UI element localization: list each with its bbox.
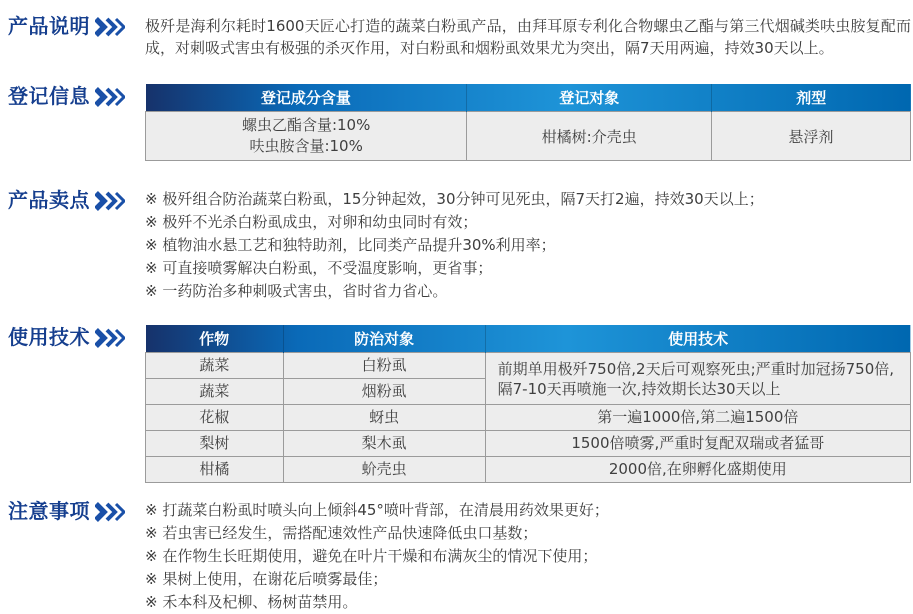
triple-chevron-icon bbox=[95, 17, 125, 37]
registration-header-target: 登记对象 bbox=[467, 84, 712, 112]
section-label-column bbox=[0, 84, 145, 108]
usage-cell-crop: 蔬菜 bbox=[146, 379, 284, 405]
triple-chevron-icon bbox=[95, 328, 125, 348]
usage-cell-target: 梨木虱 bbox=[283, 431, 485, 457]
section-registration-info bbox=[0, 84, 913, 161]
usage-content bbox=[145, 325, 913, 483]
product-description-paragraph: 极歼是海利尔耗时1600天匠心打造的蔬菜白粉虱产品，由拜耳原专利化合物螺虫乙酯与第三代烟碱类呋虫胺复配而成，对刺吸式害虫有极强的杀灭作用，对白粉虱和烟粉虱效果尤为突出，隔7天用两遍，持效30天以上。 bbox=[145, 17, 911, 57]
usage-cell-target: 蚧壳虫 bbox=[283, 457, 485, 483]
usage-header-technique: 使用技术 bbox=[668, 330, 729, 348]
usage-cell-target: 白粉虱 bbox=[283, 353, 485, 379]
section-product-description bbox=[0, 14, 913, 59]
section-precautions bbox=[0, 499, 913, 614]
usage-table-row bbox=[146, 431, 911, 457]
precautions-list bbox=[145, 499, 911, 614]
precaution-item: ※ 在作物生长旺期使用，避免在叶片干燥和布满灰尘的情况下使用； bbox=[145, 547, 598, 565]
usage-cell-target: 烟粉虱 bbox=[283, 379, 485, 405]
section-heading-selling-points bbox=[8, 188, 145, 212]
section-heading-registration bbox=[8, 84, 145, 108]
usage-cell-technique: 第一遍1000倍,第二遍1500倍 bbox=[485, 405, 910, 431]
section-heading-description bbox=[8, 14, 145, 38]
usage-table bbox=[145, 325, 911, 483]
section-label-column bbox=[0, 499, 145, 523]
section-usage-technique bbox=[0, 325, 913, 483]
selling-points-list bbox=[145, 188, 911, 303]
usage-table-row bbox=[146, 353, 911, 379]
usage-cell-crop: 蔬菜 bbox=[146, 353, 284, 379]
section-heading-description-label: 产品说明 bbox=[8, 14, 90, 38]
precaution-item: ※ 若虫害已经发生，需搭配速效性产品快速降低虫口基数； bbox=[145, 524, 538, 542]
usage-cell-crop: 柑橘 bbox=[146, 457, 284, 483]
registration-table bbox=[145, 84, 911, 161]
section-heading-precautions-label: 注意事项 bbox=[8, 499, 90, 523]
precaution-item: ※ 禾本科及杞柳、杨树苗禁用。 bbox=[145, 593, 358, 611]
selling-point-item: ※ 极歼不光杀白粉虱成虫，对卵和幼虫同时有效； bbox=[145, 213, 478, 231]
registration-cell-formulation: 悬浮剂 bbox=[712, 112, 911, 161]
description-content bbox=[145, 14, 913, 59]
section-heading-usage bbox=[8, 325, 145, 349]
usage-cell-technique-merged: 前期单用极歼750倍,2天后可观察死虫;严重时加冠扬750倍,隔7-10天再喷施一次,持效期长达30天以上 bbox=[485, 353, 910, 405]
registration-header-formulation: 剂型 bbox=[796, 89, 827, 107]
usage-table-header-row bbox=[146, 325, 911, 353]
selling-points-content bbox=[145, 188, 913, 303]
section-heading-usage-label: 使用技术 bbox=[8, 325, 90, 349]
usage-cell-crop: 花椒 bbox=[146, 405, 284, 431]
triple-chevron-icon bbox=[95, 191, 125, 211]
ingredient-line-1: 螺虫乙酯含量:10% bbox=[241, 116, 371, 134]
registration-table-row bbox=[146, 112, 911, 161]
usage-table-row bbox=[146, 405, 911, 431]
registration-content bbox=[145, 84, 913, 161]
section-label-column bbox=[0, 14, 145, 38]
triple-chevron-icon bbox=[95, 87, 125, 107]
section-heading-precautions bbox=[8, 499, 145, 523]
section-heading-selling-points-label: 产品卖点 bbox=[8, 188, 90, 212]
usage-cell-crop: 梨树 bbox=[146, 431, 284, 457]
precaution-item: ※ 打蔬菜白粉虱时喷头向上倾斜45°喷叶背部，在清晨用药效果更好； bbox=[145, 501, 609, 519]
selling-point-item: ※ 植物油水悬工艺和独特助剂，比同类产品提升30%利用率； bbox=[145, 236, 556, 254]
precautions-content bbox=[145, 499, 913, 614]
usage-header-crop: 作物 bbox=[146, 325, 284, 353]
usage-cell-target: 蚜虫 bbox=[283, 405, 485, 431]
triple-chevron-icon bbox=[95, 502, 125, 522]
registration-table-header-row bbox=[146, 84, 911, 112]
ingredient-line-2: 呋虫胺含量:10% bbox=[249, 137, 363, 155]
usage-cell-technique: 1500倍喷雾,严重时复配双瑞或者猛哥 bbox=[485, 431, 910, 457]
registration-cell-ingredients bbox=[146, 112, 467, 161]
section-label-column bbox=[0, 188, 145, 212]
selling-point-item: ※ 一药防治多种刺吸式害虫，省时省力省心。 bbox=[145, 282, 448, 300]
precaution-item: ※ 果树上使用，在谢花后喷雾最佳； bbox=[145, 570, 388, 588]
section-heading-registration-label: 登记信息 bbox=[8, 84, 90, 108]
registration-cell-target: 柑橘树:介壳虫 bbox=[467, 112, 712, 161]
selling-point-item: ※ 极歼组合防治蔬菜白粉虱，15分钟起效，30分钟可见死虫，隔7天打2遍，持效30天以上； bbox=[145, 190, 764, 208]
usage-table-row bbox=[146, 457, 911, 483]
registration-header-ingredients: 登记成分含量 bbox=[146, 84, 467, 112]
usage-cell-technique: 2000倍,在卵孵化盛期使用 bbox=[485, 457, 910, 483]
selling-point-item: ※ 可直接喷雾解决白粉虱，不受温度影响，更省事； bbox=[145, 259, 493, 277]
usage-header-target: 防治对象 bbox=[283, 325, 485, 353]
section-selling-points bbox=[0, 188, 913, 303]
section-label-column bbox=[0, 325, 145, 349]
